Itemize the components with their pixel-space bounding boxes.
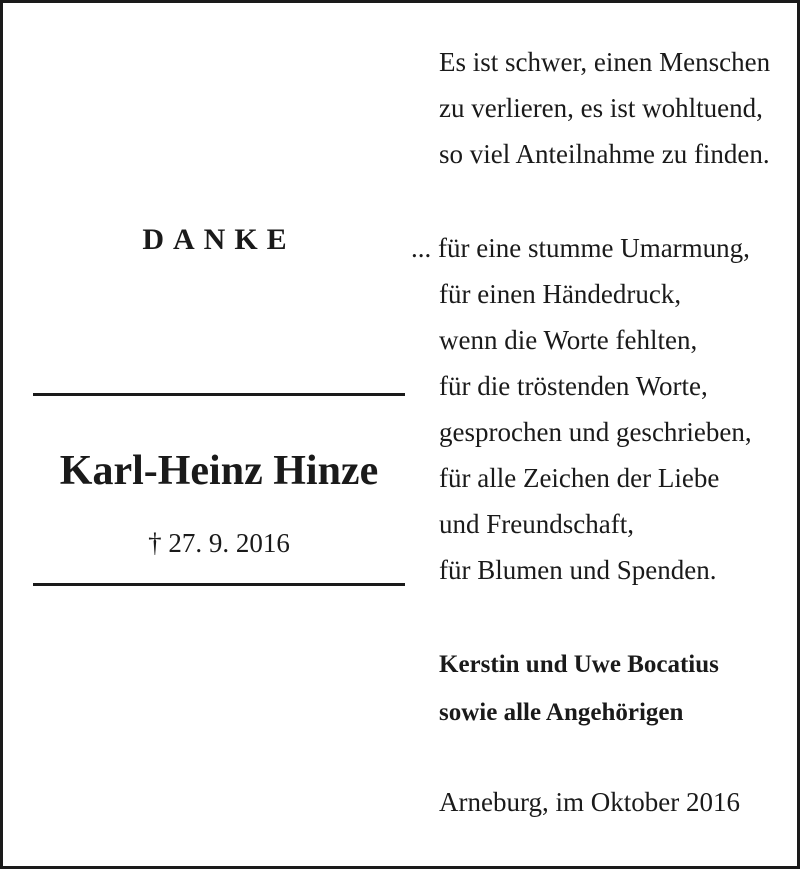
intro-line: Es ist schwer, einen Menschen	[439, 47, 771, 77]
spacer	[439, 593, 789, 641]
intro-line: zu verlieren, es ist wohltuend,	[439, 93, 763, 123]
death-date: † 27. 9. 2016	[148, 528, 290, 558]
thanks-line: und Freundschaft,	[439, 509, 634, 539]
divider-top	[33, 393, 405, 396]
divider-bottom	[33, 583, 405, 586]
signature-line: Kerstin und Uwe Bocatius	[439, 651, 719, 678]
danke-heading: DANKE	[142, 223, 296, 256]
spacer	[439, 177, 789, 225]
thanks-line: für alle Zeichen der Liebe	[439, 463, 720, 493]
thanks-line: wenn die Worte fehlten,	[439, 325, 698, 355]
thanks-line: ... für eine stumme Umarmung,	[411, 233, 750, 263]
deceased-name: Karl-Heinz Hinze	[59, 448, 379, 494]
thanks-line: für einen Händedruck,	[439, 279, 682, 309]
intro-line: so viel Anteilnahme zu finden.	[439, 139, 770, 169]
thanks-line: für die tröstenden Worte,	[439, 371, 708, 401]
thanks-line: für Blumen und Spenden.	[439, 555, 717, 585]
place-date: Arneburg, im Oktober 2016	[439, 787, 740, 817]
thank-you-text	[411, 39, 789, 737]
thanks-line: gesprochen und geschrieben,	[439, 417, 752, 447]
signature-line: sowie alle Angehörigen	[439, 699, 684, 726]
